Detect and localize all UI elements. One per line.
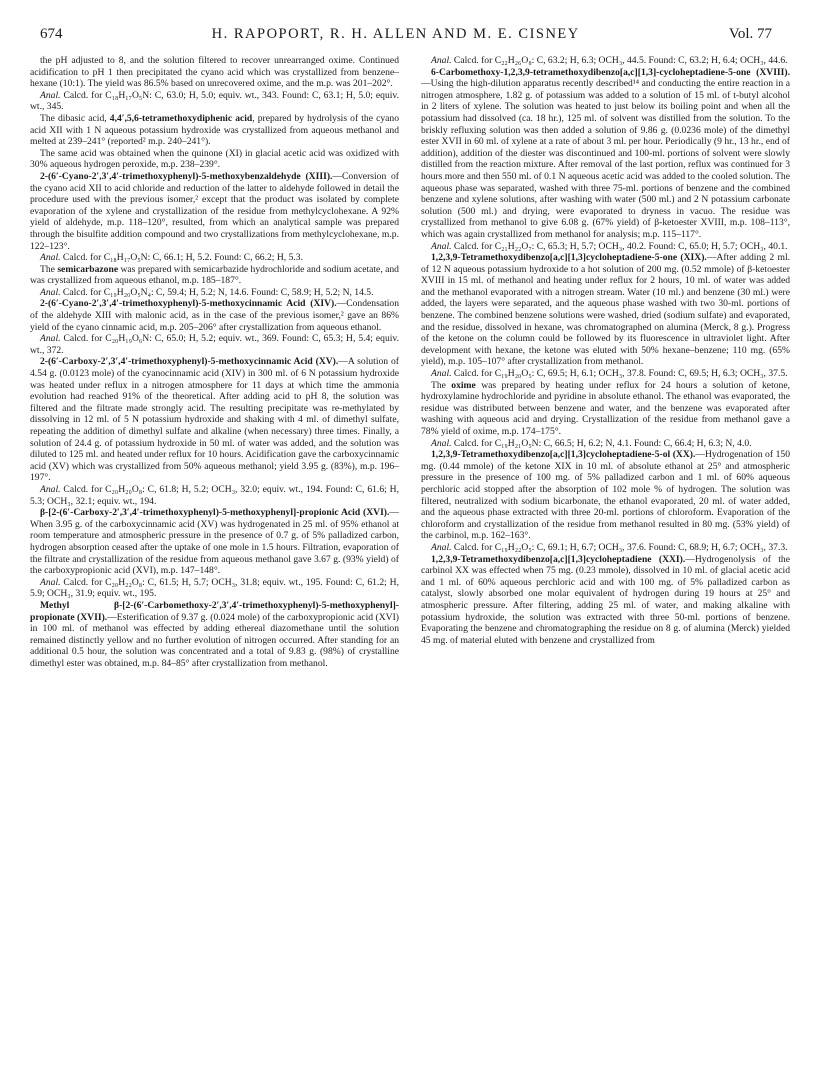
anal-label: Anal. — [40, 576, 61, 588]
compound-name: oxime — [451, 379, 476, 391]
anal-label: Anal. — [40, 286, 61, 298]
paragraph-text: The dibasic acid, — [40, 112, 110, 124]
compound-paragraph — [421, 449, 790, 542]
paragraph-text: —Esterification of 9.37 g. (0.024 mole) of the carboxypropionic acid (XVI) in 100 ml. of methanol was effected by adding ethereal diazomethane until the solution remained distinctly yellow and no further evolution of nitrogen occurred. After standing for an additional 0.5 hour, the solution was concentrated and a total of 9.83 g. (98%) of crystalline dimethyl ester was obtained, m.p. 84–85° after crystallization from methanol. — [30, 611, 399, 669]
analysis-paragraph — [421, 542, 790, 554]
anal-label: Anal. — [40, 89, 61, 101]
analysis-paragraph — [421, 55, 790, 67]
compound-paragraph — [30, 356, 399, 484]
anal-label: Anal. — [40, 333, 61, 345]
analysis-paragraph — [30, 333, 399, 356]
compound-paragraph — [30, 507, 399, 577]
page-number: 674 — [40, 26, 63, 42]
body-paragraph: The same acid was obtained when the quinone (XI) in glacial acetic acid was oxidized with 30% aqueous hydrogen peroxide, m.p. 238–239°. — [30, 147, 399, 171]
anal-text: Calcd. for C₁₈H₁₇O₅N: C, 66.1; H, 5.2. Found: C, 66.2; H, 5.3. — [60, 252, 303, 264]
paragraph-text: The — [40, 263, 58, 275]
anal-text: Calcd. for C₁₉H₂₀O₅: C, 69.5; H, 6.1; OCH₃, 37.8. Found: C, 69.5; H, 6.3; OCH₃, 37.5. — [451, 368, 788, 380]
anal-text: Calcd. for C₂₀H₂₀O₈: C, 61.8; H, 5.2; OCH₃, 32.0; equiv. wt., 194. Found: C, 61.6; H, 5.3; OCH₃, 32.1; equiv. wt., 194. — [30, 483, 399, 507]
compound-name: 2-(6′-Carboxy-2′,3′,4′-trimethoxyphenyl)-5-methoxycinnamic Acid (XV). — [40, 356, 339, 368]
compound-paragraph — [421, 252, 790, 368]
paragraph-text: The — [431, 379, 452, 391]
analysis-paragraph — [30, 287, 399, 299]
analysis-paragraph — [421, 438, 790, 450]
compound-name: 1,2,3,9-Tetramethoxydibenzo[a,c][1,3]cycloheptadiene (XXI). — [431, 553, 686, 565]
anal-text: Calcd. for C₂₀H₂₂O₈: C, 61.5; H, 5.7; OCH₃, 31.8; equiv. wt., 195. Found: C, 61.2; H, 5.9; OCH₃, 31.9; equiv. wt., 195. — [30, 576, 399, 600]
anal-text: Calcd. for C₁₉H₂₂O₅: C, 69.1; H, 6.7; OCH₃, 37.6. Found: C, 68.9; H, 6.7; OCH₃, 37.3. — [451, 541, 788, 553]
left-column — [30, 55, 399, 669]
anal-text: Calcd. for C₁₉H₂₁O₅N: C, 66.5; H, 6.2; N, 4.1. Found: C, 66.4; H, 6.3; N, 4.0. — [451, 437, 752, 449]
anal-label: Anal. — [431, 437, 452, 449]
body-paragraph: the pH adjusted to 8, and the solution filtered to recover unrearranged oxime. Continued acidification to pH 1 then precipitated the cyano acid which was crystallized from benzene–hexane (10:1). The yield was 86.5% based on unrecovered oxime, and the m.p. was 201–202°. — [30, 55, 399, 90]
paragraph-text: —Hydrogenolysis of the carbinol XX was effected when 75 mg. (0.23 mmole), dissolved in 10 ml. of glacial acetic acid and 1 ml. of 60% aqueous perchloric acid and with 100 mg. of 5% palladized carbon as catalyst, slowly absorbed one molar equivalent of hydrogen during 19 hours at 25° and atmospheric pressure. After filtering, adding 25 ml. of water, and making alkaline with potassium hydroxide, the solution was extracted with three 50-ml. portions of benzene. Evaporating the benzene and chromatographing the residue on 8 g. of alumina (Merck) yielded 45 mg. of material eluted with benzene and crystallized from — [421, 553, 790, 646]
page-header — [30, 26, 790, 43]
anal-label: Anal. — [431, 240, 452, 252]
anal-text: Calcd. for C₁₈H₁₇O₅N: C, 63.0; H, 5.0; equiv. wt., 343. Found: C, 63.1; H, 5.0; equiv. wt., 345. — [30, 89, 399, 113]
paragraph-text: —Condensation of the aldehyde XIII with malonic acid, as in the case of the previous isomer,² gave an 86% yield of the cyano cinnamic acid, m.p. 205–206° after crystallization from aqueous ethanol. — [30, 298, 399, 333]
compound-paragraph — [30, 171, 399, 252]
paragraph-text: —Using the high-dilution apparatus recently described¹⁴ and conducting the entire reaction in a nitrogen atmosphere, 1.82 g. of potassium was added to a solution of 15 ml. of t-butyl alcohol in 2 liters of xylene. The solution was heated to just below its boiling point and when all the potassium had dissolved (ca. 18 hr.), 125 ml. of solvent was distilled from the solution. To the briskly refluxing solution was then added a solution of 9.86 g. (0.0236 mole) of the dimethyl ester XVII in 60 ml. of xylene at a rate of about 3 ml. per hour. Periodically (9 hr., 13 hr., end of addition), addition of the diester was discontinued and 100-ml. portions of solvent were slowly distilled from the reaction mixture. After removal of the last portion, reflux was continued for 3 hours more and then 550 ml. of 0.1 N aqueous acetic acid was added to the cooled solution. The aqueous phase was separated, washed with three 75-ml. portions of benzene and the combined benzene and xylene solutions, after washing with water (500 ml.) and 2 N potassium carbonate solution (500 ml.) and drying, were evaporated to dryness in vacuo. The residue was crystallized from methanol to give 6.08 g. (67% yield) of β-ketoester XVIII, m.p. 108–113°, which was again crystallized from methanol for analysis; m.p. 115–117°. — [421, 78, 790, 240]
volume-label: Vol. 77 — [728, 26, 772, 42]
analysis-paragraph — [421, 241, 790, 253]
paragraph-text: was prepared by heating under reflux for 24 hours a solution of ketone, hydroxylamine hydrochloride and pyridine in absolute ethanol. The ethanol was evaporated, the residue was distributed between benzene and water, and the benzene was evaporated after washing with aqueous acid and drying. Crystallization of the residue from methanol gave a 78% yield of oxime, m.p. 174–175°. — [421, 379, 790, 437]
compound-name: semicarbazone — [57, 263, 119, 275]
compound-name: 6-Carbomethoxy-1,2,3,9-tetramethoxydibenzo[a,c][1,3]-cycloheptadiene-5-one (XVIII). — [431, 66, 790, 78]
anal-text: Calcd. for C₂₁H₂₂O₇: C, 65.3; H, 5.7; OCH₃, 40.2. Found: C, 65.0; H, 5.7; OCH₃, 40.1. — [451, 240, 788, 252]
compound-paragraph — [30, 600, 399, 670]
paragraph-text: —After adding 2 ml. of 12 N aqueous potassium hydroxide to a hot solution of 200 mg. (0.52 mmole) of β-ketoester XVIII in 15 ml. of methanol and heating under reflux for 2 hours, 10 ml. of water was added and the methanol evaporated with a nitrogen stream. Water (10 ml.) and benzene (30 ml.) were added, the layers were separated, and the aqueous phase washed with two 30-ml. portions of benzene. The combined benzene solutions were washed, dried (sodium sulfate) and evaporated, and the residue, dissolved in hexane, was chromatographed on alumina (Merck, 8 g.). Progress of the ketone on the column could be followed by its fluorescence in ultraviolet light. After development with hexane, the ketone was eluted with 50% hexane–benzene; 110 mg. (65% yield), m.p. 105–107° after crystallization from methanol. — [421, 252, 791, 368]
paragraph-text: , prepared by hydrolysis of the cyano acid XII with 1 N aqueous potassium hydroxide was crystallized from aqueous methanol and melted at 239–241° (reported² m.p. 240–241°). — [30, 112, 399, 148]
analysis-paragraph — [30, 577, 399, 600]
compound-paragraph — [421, 380, 790, 438]
anal-text: Calcd. for C₂₀H₁₉O₆N: C, 65.0; H, 5.2; equiv. wt., 369. Found: C, 65.3; H, 5.4; equiv. wt., 372. — [30, 333, 399, 356]
anal-label: Anal. — [431, 541, 452, 553]
analysis-paragraph — [30, 484, 399, 507]
compound-paragraph — [30, 264, 399, 287]
compound-name: 2-(6′-Cyano-2′,3′,4′-trimethoxyphenyl)-5-methoxybenzaldehyde (XIII). — [40, 170, 333, 182]
analysis-paragraph — [421, 368, 790, 380]
compound-paragraph — [30, 113, 399, 148]
analysis-paragraph — [30, 252, 399, 264]
paragraph-text: —When 3.95 g. of the carboxycinnamic acid (XV) was hydrogenated in 25 ml. of 95% ethanol at room temperature and atmospheric pressure in the presence of 0.7 g. of 5% palladized carbon, hydrogen absorption ceased after the uptake of one mole in 1.5 hours. Filtration, evaporation of the filtrate and crystallization of the residue from aqueous methanol gave 3.67 g. (93% yield) of the carboxypropionic acid (XVI), m.p. 147–148°. — [30, 507, 399, 577]
right-column — [421, 55, 790, 669]
compound-name: 1,2,3,9-Tetramethoxydibenzo[a,c][1,3]cycloheptadiene-5-ol (XX). — [431, 449, 696, 461]
compound-name: 1,2,3,9-Tetramethoxydibenzo[a,c][1,3]cycloheptadiene-5-one (XIX). — [431, 252, 707, 264]
anal-label: Anal. — [431, 368, 452, 380]
paragraph-text: —A solution of 4.54 g. (0.0123 mole) of the cyanocinnamic acid (XIV) in 300 ml. of 6 N potassium hydroxide was heated under reflux in a nitrogen atmosphere for 11 days at which time the ammonia evolution had reached 91% of the theoretical. After adding acid to pH 8, the solution was filtered and the filtrate made strongly acid. The resulting precipitate was re-methylated by dissolving in 12 ml. of 5 N potassium hydroxide and shaking with 4 ml. of dimethyl sulfate, repeating the addition of dimethyl sulfate and alkaline (when necessary) three times. Finally, a solution of 24.4 g. of potassium hydroxide in 50 ml. of water was added, and the solution was diluted to 125 ml. and heated under reflux for 10 hours. Acidification gave the carboxycinnamic acid (XV) which was crystallized from 50% aqueous methanol; yield 3.95 g. (83%), m.p. 196–197°. — [30, 356, 399, 484]
compound-name: Methyl β-[2-(6′-Carbomethoxy-2′,3′,4′-trimethoxyphenyl)-5-methoxyphenyl]-propionate (XVII). — [30, 599, 399, 623]
anal-text: Calcd. for C₁₉H₂₀O₅N₄: C, 59.4; H, 5.2; N, 14.6. Found: C, 58.9; H, 5.2; N, 14.5. — [60, 286, 374, 298]
two-column-body — [30, 55, 790, 669]
analysis-paragraph — [30, 90, 399, 113]
compound-name: 2-(6′-Cyano-2′,3′,4′-trimethoxyphenyl)-5-methoxycinnamic Acid (XIV). — [40, 298, 337, 310]
compound-paragraph — [421, 554, 790, 647]
compound-paragraph — [421, 67, 790, 241]
anal-label: Anal. — [431, 55, 452, 66]
anal-label: Anal. — [40, 252, 61, 264]
compound-name: 4,4′,5,6-tetramethoxydiphenic acid — [109, 112, 253, 124]
compound-paragraph — [30, 298, 399, 333]
paragraph-text: —Hydrogenation of 150 mg. (0.44 mmole) of the ketone XIX in 10 ml. of absolute ethanol at 25° and atmospheric pressure in the presence of 100 mg. of 5% palladized carbon and 1 ml. of 60% aqueous perchloric acid stopped after the absorption of 102 mole % of hydrogen. The solution was filtered, neutralized with sodium bicarbonate, the ethanol evaporated, 20 ml. of water added, and the aqueous phase extracted with three 20-ml. portions of chloroform. Evaporation of the chloroform and crystallization of the residue from methanol resulted in 80 mg. (53% yield) of the carbinol, m.p. 162–163°. — [421, 449, 790, 542]
anal-text: Calcd. for C₂₂H₂₆O₈: C, 63.2; H, 6.3; OCH₃, 44.5. Found: C, 63.2; H, 6.4; OCH₃, 44.6. — [451, 55, 788, 66]
anal-label: Anal. — [40, 483, 61, 495]
paragraph-text: was prepared with semicarbazide hydrochloride and sodium acetate, and was crystallized from aqueous ethanol, m.p. 185–187°. — [30, 263, 399, 287]
running-title-authors: H. RAPOPORT, R. H. ALLEN AND M. E. CISNEY — [211, 26, 580, 42]
paragraph-text: —Conversion of the cyano acid XII to acid chloride and reduction of the latter to aldehyde followed in detail the procedure used with the previous isomer,² except that the product was isolated by complete evaporation of the xylene and crystallization of the residue from methylcyclohexane. A 92% yield of aldehyde, m.p. 118–120°, resulted, from which an analytical sample was prepared through the bisulfite addition compound and two crystallizations from methylcyclohexane, m.p. 122–123°. — [30, 170, 399, 252]
compound-name: β-[2-(6′-Carboxy-2′,3′,4′-trimethoxyphenyl)-5-methoxyphenyl]-propionic Acid (XVI). — [40, 507, 390, 519]
